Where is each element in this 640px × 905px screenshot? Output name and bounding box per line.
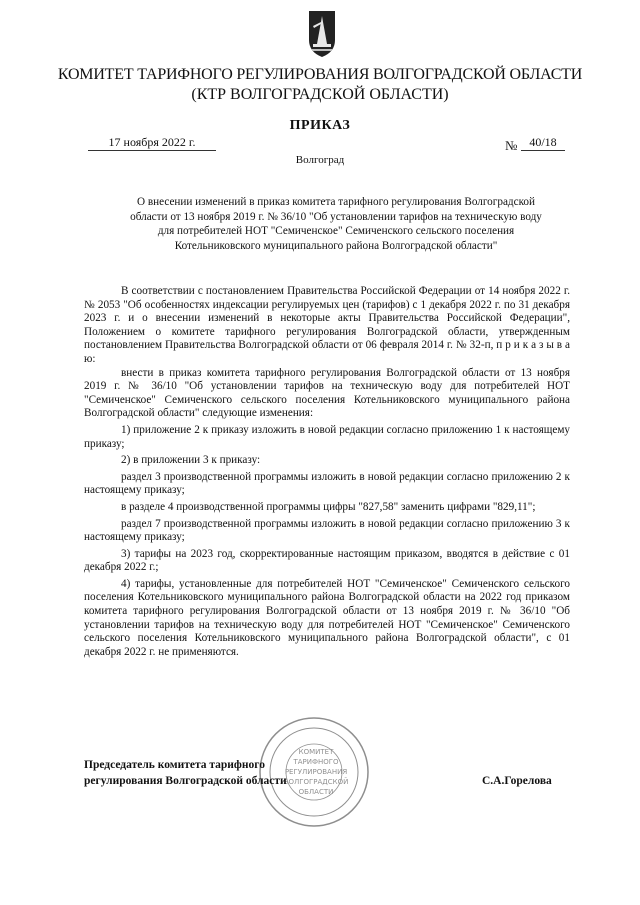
signatory-name: С.А.Горелова — [482, 775, 552, 787]
stamp-line: РЕГУЛИРОВАНИЯ — [284, 768, 348, 776]
city: Волгоград — [295, 154, 345, 166]
number-label: № — [505, 138, 518, 153]
subject-line: для потребителей НОТ "Семиченское" Семиченского сельского поселения — [157, 225, 515, 238]
stamp-line: ОБЛАСТИ — [298, 788, 334, 796]
body-paragraph: в разделе 4 производственной программы цифры "827,58" заменить цифрами "829,11"; — [121, 500, 536, 513]
body-paragraph: В соответствии с постановлением Правительства Российской Федерации от 14 ноября 2022 г. № 2053 "Об особенностях индексации регулируемых цен (тарифов) с 1 декабря 2022 г. по 31 декабря 2023 г. и о внесении изменений в некоторые акты Правительства Российской Федерации", Положением о комитете тарифного регулирования Волгоградской области, утвержденным постановлением Правительства Волгоградской области от 06 февраля 2014 г. № 32-п, п р и к а з ы в а ю: — [84, 285, 570, 365]
official-seal-icon — [258, 716, 370, 828]
document-type: ПРИКАЗ — [289, 118, 351, 133]
organization-abbreviation: (КТР ВОЛГОГРАДСКОЙ ОБЛАСТИ) — [191, 86, 449, 103]
stamp-line: ТАРИФНОГО — [293, 758, 339, 766]
body-paragraph: 3) тарифы на 2023 год, скорректированные настоящим приказом, вводятся в действие с 01 декабря 2022 г.; — [84, 547, 570, 574]
document-number: 40/18 — [521, 135, 565, 151]
stamp-line: ВОЛГОГРАДСКОЙ — [283, 778, 349, 786]
coat-of-arms-icon — [308, 10, 336, 58]
body-paragraph: 4) тарифы, установленные для потребителей НОТ "Семиченское" Семиченского сельского поселения Котельниковского муниципального района Волгоградской области на 2022 год приказом комитета тарифного регулирования Волгоградской области от 13 ноября 2019 г. № 36/10 "Об установлении тарифов на техническую воду для потребителей НОТ "Семиченское" Семиченского сельского поселения Котельниковского муниципального района Волгоградской области", с 01 декабря 2022 г. не применяются. — [84, 577, 570, 658]
body-paragraph: 2) в приложении 3 к приказу: — [121, 454, 261, 467]
document-body — [84, 285, 570, 659]
signatory-position: регулирования Волгоградской области — [84, 775, 287, 787]
body-paragraph: раздел 3 производственной программы изложить в новой редакции согласно приложению 2 к настоящему приказу; — [84, 470, 570, 497]
stamp-line: КОМИТЕТ — [298, 748, 334, 756]
subject-line: области от 13 ноября 2019 г. № 36/10 "Об установлении тарифов на техническую воду — [130, 210, 542, 223]
subject-line: О внесении изменений в приказ комитета тарифного регулирования Волгоградской — [136, 196, 536, 208]
subject-line: Котельниковского муниципального района Волгоградской области" — [174, 239, 498, 252]
document-date: 17 ноября 2022 г. — [88, 135, 216, 151]
body-paragraph: раздел 7 производственной программы изложить в новой редакции согласно приложению 3 к настоящему приказу; — [84, 517, 570, 544]
organization-name: КОМИТЕТ ТАРИФНОГО РЕГУЛИРОВАНИЯ ВОЛГОГРАДСКОЙ ОБЛАСТИ — [57, 66, 583, 83]
signatory-position: Председатель комитета тарифного — [84, 759, 265, 771]
body-paragraph: внести в приказ комитета тарифного регулирования Волгоградской области от 13 ноября 2019 г. № 36/10 "Об установлении тарифов на техническую воду для потребителей НОТ "Семиченское" Семиченского сельского поселения Котельниковского муниципального района Волгоградской области" следующие изменения: — [84, 366, 570, 420]
document-subject — [96, 195, 576, 253]
body-paragraph: 1) приложение 2 к приказу изложить в новой редакции согласно приложению 1 к настоящему приказу; — [84, 423, 570, 450]
